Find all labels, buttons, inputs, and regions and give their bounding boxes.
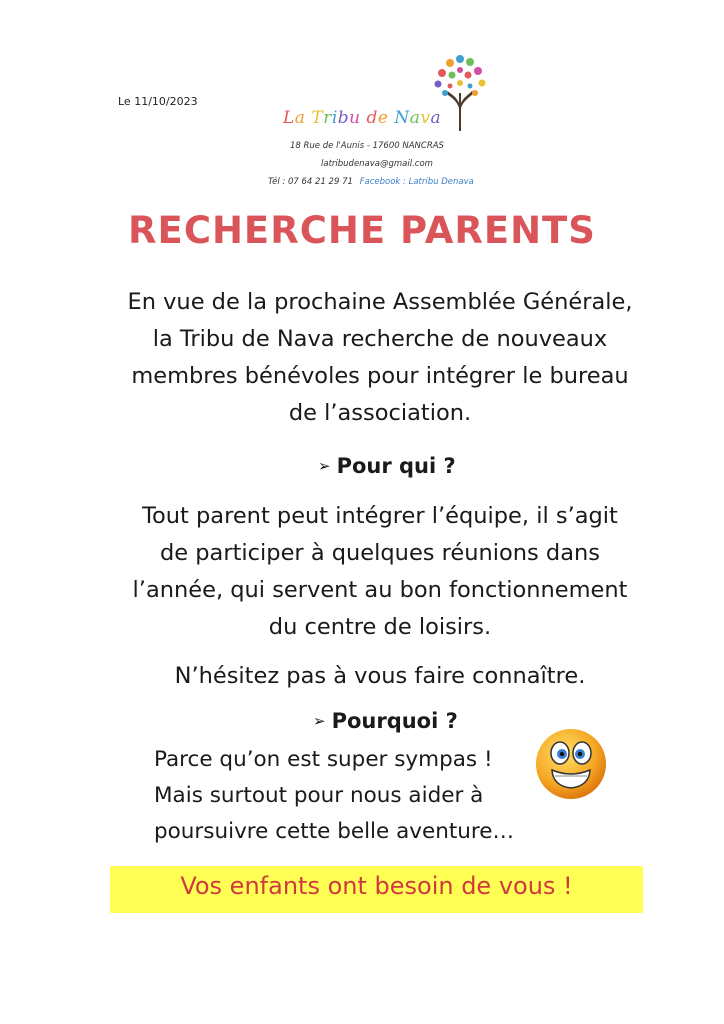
who-line: du centre de loisirs. [268, 614, 492, 640]
smiley-icon [533, 726, 609, 802]
who-heading [318, 454, 456, 478]
logo-text: La Tribu de Nava [283, 108, 442, 128]
intro-paragraph [100, 284, 660, 432]
invite-text: N’hésitez pas à vous faire connaître. [174, 663, 586, 689]
who-line: Tout parent peut intégrer l’équipe, il s’agit [142, 503, 618, 529]
why-heading [313, 709, 458, 733]
who-paragraph [100, 498, 660, 646]
who-line: de participer à quelques réunions dans [160, 540, 600, 566]
why-paragraph [154, 742, 514, 850]
why-line: poursuivre cette belle aventure… [154, 819, 514, 844]
intro-line: En vue de la prochaine Assemblée Générale, [127, 289, 633, 315]
who-line: l’année, qui servent au bon fonctionnement [132, 577, 628, 603]
contact-line [268, 177, 474, 187]
page-title: RECHERCHE PARENTS [128, 209, 596, 252]
address: 18 Rue de l'Aunis - 17600 NANCRAS [290, 141, 444, 151]
intro-line: de l’association. [288, 400, 472, 426]
arrow-bullet-icon: ➢ [313, 712, 326, 730]
email: latribudenava@gmail.com [321, 159, 433, 169]
banner-text: Vos enfants ont besoin de vous ! [180, 872, 573, 900]
facebook: Facebook : Latribu Denava [359, 177, 474, 187]
document-date: Le 11/10/2023 [118, 95, 198, 108]
why-line: Parce qu’on est super sympas ! [154, 747, 493, 772]
who-heading-label: Pour qui ? [336, 454, 456, 478]
why-line: Mais surtout pour nous aider à [154, 783, 484, 808]
intro-line: la Tribu de Nava recherche de nouveaux [152, 326, 608, 352]
why-heading-label: Pourquoi ? [331, 709, 458, 733]
intro-line: membres bénévoles pour intégrer le bureau [131, 363, 629, 389]
phone: Tél : 07 64 21 29 71 [268, 177, 353, 187]
arrow-bullet-icon: ➢ [318, 457, 331, 475]
